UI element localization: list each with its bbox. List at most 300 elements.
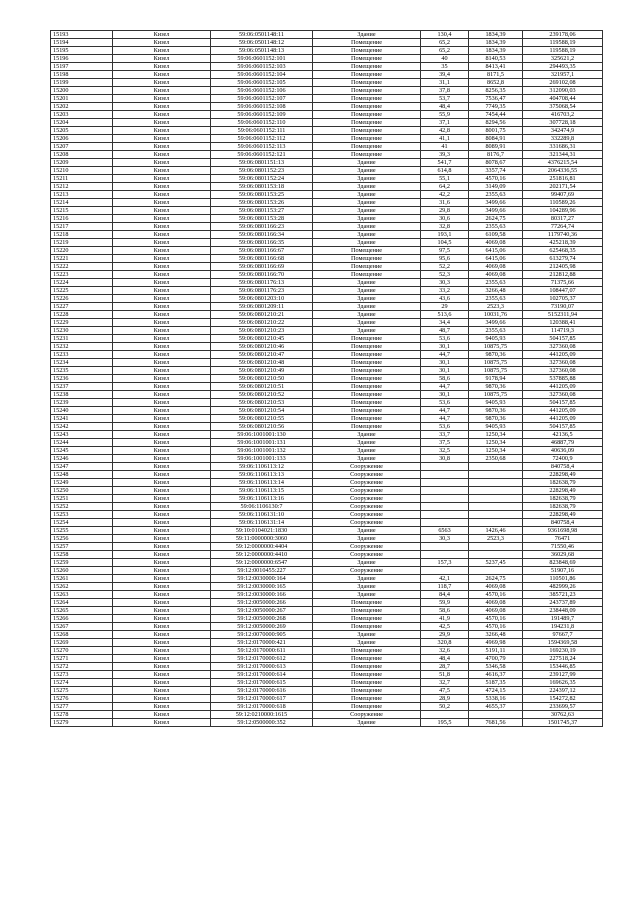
area-value: 30,6 — [421, 215, 469, 223]
unit-cost: 4570,16 — [469, 615, 523, 623]
cadastral-number: 59:06:0801210:45 — [211, 335, 313, 343]
unit-cost: 3499,66 — [469, 319, 523, 327]
object-type: Здание — [313, 295, 421, 303]
object-type: Здание — [313, 215, 421, 223]
object-type: Помещение — [313, 655, 421, 663]
cadastral-number: 59:06:0801210:23 — [211, 327, 313, 335]
table-row — [51, 271, 603, 279]
city-name: Кизел — [113, 287, 211, 295]
row-number: 15273 — [51, 671, 113, 679]
cadastral-number: 59:12:0050000:269 — [211, 623, 313, 631]
city-name: Кизел — [113, 431, 211, 439]
unit-cost: 7749,35 — [469, 103, 523, 111]
row-number: 15268 — [51, 631, 113, 639]
unit-cost — [469, 543, 523, 551]
unit-cost: 10031,76 — [469, 311, 523, 319]
cadastral-number: 59:06:0801166:70 — [211, 271, 313, 279]
table-row — [51, 55, 603, 63]
city-name: Кизел — [113, 215, 211, 223]
cadastral-number: 59:06:0801210:49 — [211, 367, 313, 375]
unit-cost: 4969,98 — [469, 639, 523, 647]
table-row — [51, 543, 603, 551]
object-type: Здание — [313, 231, 421, 239]
object-type: Сооружение — [313, 503, 421, 511]
cadastral-cost: 294493,35 — [523, 63, 603, 71]
unit-cost — [469, 463, 523, 471]
city-name: Кизел — [113, 471, 211, 479]
object-type: Здание — [313, 319, 421, 327]
cadastral-number: 59:06:0801210:54 — [211, 407, 313, 415]
cadastral-number: 59:06:0801152:23 — [211, 167, 313, 175]
cadastral-cost: 120388,41 — [523, 319, 603, 327]
city-name: Кизел — [113, 367, 211, 375]
cadastral-cost: 114719,3 — [523, 327, 603, 335]
city-name: Кизел — [113, 255, 211, 263]
cadastral-cost: 331686,31 — [523, 143, 603, 151]
cadastral-cost: 169626,35 — [523, 679, 603, 687]
city-name: Кизел — [113, 151, 211, 159]
area-value: 541,7 — [421, 159, 469, 167]
row-number: 15250 — [51, 487, 113, 495]
unit-cost: 2350,68 — [469, 455, 523, 463]
row-number: 15259 — [51, 559, 113, 567]
table-row — [51, 615, 603, 623]
object-type: Помещение — [313, 335, 421, 343]
cadastral-cost: 243737,89 — [523, 599, 603, 607]
cadastral-cost: 40636,09 — [523, 447, 603, 455]
unit-cost — [469, 479, 523, 487]
area-value: 84,4 — [421, 591, 469, 599]
cadastral-cost: 202171,54 — [523, 183, 603, 191]
cadastral-number: 59:06:1106113:12 — [211, 463, 313, 471]
table-row — [51, 455, 603, 463]
object-type: Помещение — [313, 367, 421, 375]
unit-cost: 9178,94 — [469, 375, 523, 383]
area-value: 44,7 — [421, 351, 469, 359]
area-value: 42,2 — [421, 191, 469, 199]
table-row — [51, 671, 603, 679]
area-value: 48,4 — [421, 103, 469, 111]
row-number: 15221 — [51, 255, 113, 263]
unit-cost: 2624,75 — [469, 575, 523, 583]
unit-cost: 4069,08 — [469, 239, 523, 247]
object-type: Сооружение — [313, 479, 421, 487]
table-row — [51, 167, 603, 175]
cadastral-cost: 404708,44 — [523, 95, 603, 103]
object-type: Сооружение — [313, 511, 421, 519]
area-value: 95,6 — [421, 255, 469, 263]
cadastral-cost: 110501,86 — [523, 575, 603, 583]
city-name: Кизел — [113, 447, 211, 455]
object-type: Сооружение — [313, 567, 421, 575]
unit-cost: 4616,37 — [469, 671, 523, 679]
unit-cost: 9870,36 — [469, 407, 523, 415]
object-type: Помещение — [313, 247, 421, 255]
cadastral-number: 59:12:0170000:614 — [211, 671, 313, 679]
table-row — [51, 567, 603, 575]
city-name: Кизел — [113, 423, 211, 431]
table-row — [51, 295, 603, 303]
object-type: Помещение — [313, 79, 421, 87]
object-type: Помещение — [313, 343, 421, 351]
cadastral-cost: 30762,63 — [523, 711, 603, 719]
row-number: 15246 — [51, 455, 113, 463]
object-type: Здание — [313, 447, 421, 455]
cadastral-number: 59:12:0170000:421 — [211, 639, 313, 647]
unit-cost: 8001,75 — [469, 127, 523, 135]
object-type: Здание — [313, 191, 421, 199]
object-type: Помещение — [313, 111, 421, 119]
table-row — [51, 335, 603, 343]
cadastral-cost: 239127,99 — [523, 671, 603, 679]
cadastral-cost: 327360,08 — [523, 367, 603, 375]
row-number: 15218 — [51, 231, 113, 239]
unit-cost — [469, 503, 523, 511]
unit-cost: 5237,45 — [469, 559, 523, 567]
object-type: Помещение — [313, 103, 421, 111]
city-name: Кизел — [113, 391, 211, 399]
table-row — [51, 135, 603, 143]
object-type: Здание — [313, 175, 421, 183]
cadastral-number: 59:06:0801209:11 — [211, 303, 313, 311]
city-name: Кизел — [113, 207, 211, 215]
city-name: Кизел — [113, 519, 211, 527]
object-type: Здание — [313, 639, 421, 647]
table-row — [51, 255, 603, 263]
area-value: 29,8 — [421, 207, 469, 215]
cadastral-number: 59:06:0601152:110 — [211, 119, 313, 127]
unit-cost: 1834,39 — [469, 31, 523, 39]
row-number: 15236 — [51, 375, 113, 383]
table-row — [51, 79, 603, 87]
table-row — [51, 207, 603, 215]
cadastral-number: 59:06:0801153:27 — [211, 207, 313, 215]
cadastral-number: 59:12:0000000:6547 — [211, 559, 313, 567]
row-number: 15210 — [51, 167, 113, 175]
table-row — [51, 655, 603, 663]
unit-cost: 2523,3 — [469, 303, 523, 311]
table-row — [51, 359, 603, 367]
row-number: 15211 — [51, 175, 113, 183]
cadastral-cost: 71550,46 — [523, 543, 603, 551]
object-type: Здание — [313, 535, 421, 543]
area-value: 53,6 — [421, 335, 469, 343]
row-number: 15275 — [51, 687, 113, 695]
object-type: Помещение — [313, 39, 421, 47]
table-row — [51, 591, 603, 599]
cadastral-cost: 228298,49 — [523, 511, 603, 519]
area-value: 33,2 — [421, 287, 469, 295]
object-type: Здание — [313, 239, 421, 247]
row-number: 15219 — [51, 239, 113, 247]
object-type: Помещение — [313, 663, 421, 671]
city-name: Кизел — [113, 231, 211, 239]
cadastral-cost: 77264,74 — [523, 223, 603, 231]
city-name: Кизел — [113, 671, 211, 679]
object-type: Сооружение — [313, 487, 421, 495]
cadastral-number: 59:12:0210000:1615 — [211, 711, 313, 719]
area-value — [421, 503, 469, 511]
row-number: 15256 — [51, 535, 113, 543]
city-name: Кизел — [113, 279, 211, 287]
unit-cost: 6415,06 — [469, 247, 523, 255]
table-row — [51, 495, 603, 503]
city-name: Кизел — [113, 103, 211, 111]
table-row — [51, 151, 603, 159]
city-name: Кизел — [113, 183, 211, 191]
city-name: Кизел — [113, 567, 211, 575]
unit-cost — [469, 495, 523, 503]
area-value: 32,6 — [421, 647, 469, 655]
object-type: Помещение — [313, 423, 421, 431]
area-value: 42,5 — [421, 623, 469, 631]
area-value: 42,8 — [421, 127, 469, 135]
row-number: 15209 — [51, 159, 113, 167]
table-row — [51, 351, 603, 359]
cadastral-number: 59:12:0050000:266 — [211, 599, 313, 607]
city-name: Кизел — [113, 143, 211, 151]
row-number: 15200 — [51, 87, 113, 95]
cadastral-number: 59:06:0801210:48 — [211, 359, 313, 367]
cadastral-number: 59:12:0170000:612 — [211, 655, 313, 663]
area-value: 28,7 — [421, 663, 469, 671]
table-row — [51, 431, 603, 439]
table-row — [51, 231, 603, 239]
area-value: 55,9 — [421, 111, 469, 119]
row-number: 15233 — [51, 351, 113, 359]
cadastral-number: 59:06:1001001:132 — [211, 447, 313, 455]
object-type: Здание — [313, 575, 421, 583]
city-name: Кизел — [113, 583, 211, 591]
object-type: Здание — [313, 303, 421, 311]
city-name: Кизел — [113, 383, 211, 391]
city-name: Кизел — [113, 319, 211, 327]
cadastral-number: 59:06:0801153:28 — [211, 215, 313, 223]
table-row — [51, 143, 603, 151]
area-value: 30,1 — [421, 359, 469, 367]
area-value: 130,4 — [421, 31, 469, 39]
city-name: Кизел — [113, 399, 211, 407]
table-row — [51, 503, 603, 511]
unit-cost: 4069,08 — [469, 583, 523, 591]
unit-cost: 6415,06 — [469, 255, 523, 263]
cadastral-cost: 194231,8 — [523, 623, 603, 631]
cadastral-number: 59:06:0801166:68 — [211, 255, 313, 263]
row-number: 15194 — [51, 39, 113, 47]
object-type: Здание — [313, 583, 421, 591]
unit-cost: 5346,58 — [469, 663, 523, 671]
cadastral-number: 59:06:0801166:23 — [211, 223, 313, 231]
object-type: Здание — [313, 559, 421, 567]
row-number: 15216 — [51, 215, 113, 223]
city-name: Кизел — [113, 327, 211, 335]
table-row — [51, 375, 603, 383]
cadastral-number: 59:06:0601152:107 — [211, 95, 313, 103]
cadastral-number: 59:06:0601152:121 — [211, 151, 313, 159]
area-value: 42,1 — [421, 575, 469, 583]
cadastral-number: 59:06:1106131:10 — [211, 511, 313, 519]
row-number: 15234 — [51, 359, 113, 367]
area-value: 50,2 — [421, 703, 469, 711]
row-number: 15205 — [51, 127, 113, 135]
unit-cost: 3357,74 — [469, 167, 523, 175]
object-type: Помещение — [313, 399, 421, 407]
object-type: Помещение — [313, 55, 421, 63]
object-type: Помещение — [313, 607, 421, 615]
cadastral-cost: 416703,2 — [523, 111, 603, 119]
unit-cost: 10875,75 — [469, 359, 523, 367]
unit-cost — [469, 519, 523, 527]
row-number: 15247 — [51, 463, 113, 471]
area-value: 6563 — [421, 527, 469, 535]
city-name: Кизел — [113, 47, 211, 55]
table-row — [51, 303, 603, 311]
cadastral-number: 59:06:0801152:24 — [211, 175, 313, 183]
city-name: Кизел — [113, 687, 211, 695]
area-value: 33,7 — [421, 431, 469, 439]
city-name: Кизел — [113, 191, 211, 199]
area-value: 30,1 — [421, 343, 469, 351]
city-name: Кизел — [113, 535, 211, 543]
unit-cost — [469, 471, 523, 479]
area-value: 53,6 — [421, 423, 469, 431]
cadastral-number: 59:12:0170000:615 — [211, 679, 313, 687]
unit-cost: 3266,48 — [469, 287, 523, 295]
cadastral-cost: 227518,24 — [523, 655, 603, 663]
cadastral-cost: 823848,69 — [523, 559, 603, 567]
unit-cost: 8089,91 — [469, 143, 523, 151]
cadastral-cost: 441205,09 — [523, 407, 603, 415]
object-type: Здание — [313, 159, 421, 167]
object-type: Сооружение — [313, 551, 421, 559]
row-number: 15199 — [51, 79, 113, 87]
cadastral-cost: 613279,74 — [523, 255, 603, 263]
unit-cost: 2523,3 — [469, 535, 523, 543]
table-row — [51, 119, 603, 127]
unit-cost: 8078,67 — [469, 159, 523, 167]
row-number: 15212 — [51, 183, 113, 191]
cadastral-number: 59:06:0801153:25 — [211, 191, 313, 199]
city-name: Кизел — [113, 679, 211, 687]
table-row — [51, 383, 603, 391]
object-type: Помещение — [313, 255, 421, 263]
cadastral-cost: 212812,88 — [523, 271, 603, 279]
unit-cost: 8294,56 — [469, 119, 523, 127]
cadastral-number: 59:06:0801166:69 — [211, 263, 313, 271]
object-type: Сооружение — [313, 495, 421, 503]
row-number: 15253 — [51, 511, 113, 519]
unit-cost: 7681,56 — [469, 719, 523, 727]
table-row — [51, 47, 603, 55]
cadastral-number: 59:06:0601152:112 — [211, 135, 313, 143]
city-name: Кизел — [113, 455, 211, 463]
city-name: Кизел — [113, 615, 211, 623]
city-name: Кизел — [113, 55, 211, 63]
table-row — [51, 399, 603, 407]
row-number: 15255 — [51, 527, 113, 535]
table-row — [51, 479, 603, 487]
cadastral-number: 59:06:0601152:106 — [211, 87, 313, 95]
city-name: Кизел — [113, 527, 211, 535]
table-row — [51, 719, 603, 727]
table-row — [51, 415, 603, 423]
cadastral-number: 59:12:0170000:618 — [211, 703, 313, 711]
cadastral-cost: 2064336,55 — [523, 167, 603, 175]
unit-cost: 1426,46 — [469, 527, 523, 535]
table-row — [51, 263, 603, 271]
area-value: 48,4 — [421, 655, 469, 663]
unit-cost — [469, 487, 523, 495]
cadastral-number: 59:06:1106113:16 — [211, 495, 313, 503]
area-value: 52,2 — [421, 263, 469, 271]
area-value: 30,3 — [421, 279, 469, 287]
area-value: 32,5 — [421, 447, 469, 455]
cadastral-cost: 1179740,36 — [523, 231, 603, 239]
city-name: Кизел — [113, 487, 211, 495]
row-number: 15272 — [51, 663, 113, 671]
table-row — [51, 583, 603, 591]
city-name: Кизел — [113, 303, 211, 311]
city-name: Кизел — [113, 439, 211, 447]
cadastral-number: 59:06:0801153:18 — [211, 183, 313, 191]
object-type: Помещение — [313, 135, 421, 143]
unit-cost: 2624,75 — [469, 215, 523, 223]
cadastral-cost: 307728,18 — [523, 119, 603, 127]
row-number: 15226 — [51, 295, 113, 303]
cadastral-cost: 321957,1 — [523, 71, 603, 79]
object-type: Помещение — [313, 679, 421, 687]
cadastral-cost: 239178,06 — [523, 31, 603, 39]
row-number: 15278 — [51, 711, 113, 719]
area-value — [421, 471, 469, 479]
row-number: 15231 — [51, 335, 113, 343]
area-value: 44,7 — [421, 415, 469, 423]
area-value — [421, 487, 469, 495]
unit-cost: 4069,08 — [469, 271, 523, 279]
row-number: 15227 — [51, 303, 113, 311]
row-number: 15276 — [51, 695, 113, 703]
cadastral-cost: 228298,49 — [523, 471, 603, 479]
row-number: 15240 — [51, 407, 113, 415]
unit-cost: 7536,47 — [469, 95, 523, 103]
cadastral-cost: 537885,88 — [523, 375, 603, 383]
property-registry-table — [50, 30, 603, 727]
area-value: 30,1 — [421, 391, 469, 399]
object-type: Помещение — [313, 671, 421, 679]
city-name: Кизел — [113, 407, 211, 415]
city-name: Кизел — [113, 647, 211, 655]
area-value: 614,8 — [421, 167, 469, 175]
area-value: 55,1 — [421, 175, 469, 183]
unit-cost: 4570,16 — [469, 591, 523, 599]
cadastral-number: 59:06:0601152:103 — [211, 63, 313, 71]
cadastral-number: 59:06:0801210:55 — [211, 415, 313, 423]
table-row — [51, 95, 603, 103]
cadastral-number: 59:06:0801210:51 — [211, 383, 313, 391]
row-number: 15266 — [51, 615, 113, 623]
cadastral-cost: 4376215,54 — [523, 159, 603, 167]
cadastral-number: 59:06:0501148:12 — [211, 39, 313, 47]
object-type: Помещение — [313, 63, 421, 71]
unit-cost — [469, 711, 523, 719]
unit-cost: 2355,63 — [469, 223, 523, 231]
city-name: Кизел — [113, 159, 211, 167]
area-value: 513,6 — [421, 311, 469, 319]
area-value: 48,7 — [421, 327, 469, 335]
cadastral-cost: 169230,19 — [523, 647, 603, 655]
area-value: 64,2 — [421, 183, 469, 191]
unit-cost: 4570,16 — [469, 175, 523, 183]
